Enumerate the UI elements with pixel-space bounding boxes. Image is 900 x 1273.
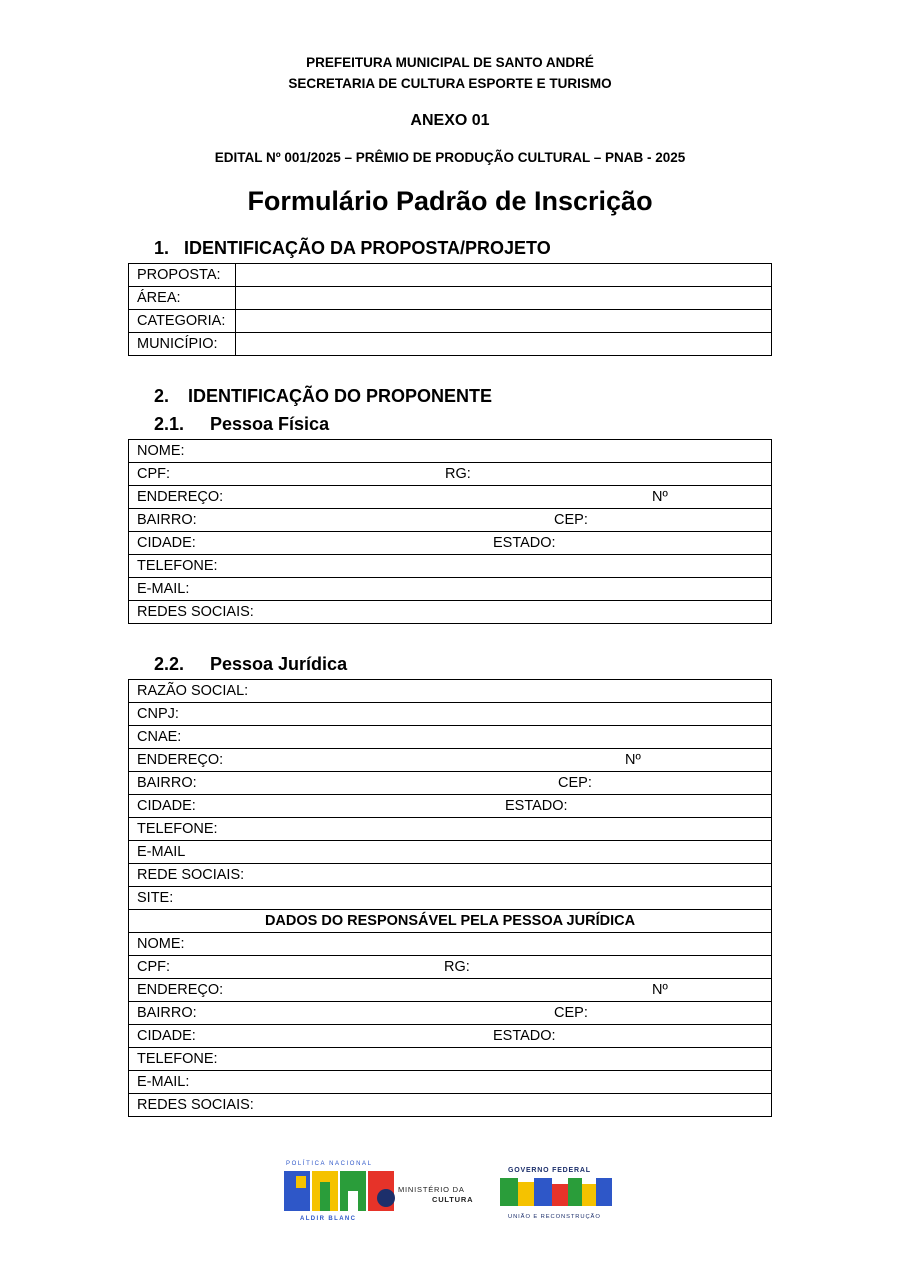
- table-row[interactable]: [129, 578, 772, 601]
- categoria-field[interactable]: [236, 310, 772, 333]
- pj-razao[interactable]: RAZÃO SOCIAL:: [129, 680, 772, 703]
- pnab-top-text: POLÍTICA NACIONAL: [286, 1161, 373, 1167]
- pj-rede[interactable]: REDE SOCIAIS:: [129, 864, 772, 887]
- section-1-heading: [154, 238, 551, 259]
- section-2-2-number: 2.2.: [154, 654, 185, 674]
- table-row[interactable]: [129, 680, 772, 703]
- pj-cnae[interactable]: CNAE:: [129, 726, 772, 749]
- pf-endereco-label: ENDEREÇO:: [137, 489, 224, 505]
- pf-cidade-cell[interactable]: [129, 532, 772, 555]
- pf-numero-label: Nº: [652, 489, 668, 505]
- section-2-1-heading: [154, 414, 329, 435]
- table-row[interactable]: [129, 509, 772, 532]
- table-row: [129, 264, 772, 287]
- section-2-title: IDENTIFICAÇÃO DO PROPONENTE: [188, 386, 493, 406]
- pf-cpf-label: CPF:: [137, 466, 171, 482]
- proposta-field[interactable]: [236, 264, 772, 287]
- table-row[interactable]: [129, 749, 772, 772]
- table-row[interactable]: [129, 772, 772, 795]
- pessoa-juridica-table: [128, 679, 772, 1117]
- pf-rg-label: RG:: [445, 466, 471, 482]
- section-2-number: 2.: [154, 386, 170, 406]
- pf-cidade-label: CIDADE:: [137, 535, 196, 551]
- pf-nome[interactable]: NOME:: [129, 440, 772, 463]
- area-field[interactable]: [236, 287, 772, 310]
- pf-email[interactable]: E-MAIL:: [129, 578, 772, 601]
- pnab-logo: [284, 1160, 395, 1222]
- pj-site[interactable]: SITE:: [129, 887, 772, 910]
- section-2-2-heading: [154, 654, 347, 675]
- section-2-1-title: Pessoa Física: [210, 414, 330, 434]
- table-row[interactable]: [129, 887, 772, 910]
- table-row[interactable]: [129, 1048, 772, 1071]
- resp-endereco-cell[interactable]: [129, 979, 772, 1002]
- pj-cep-label: CEP:: [558, 775, 592, 791]
- footer-logos: [282, 1158, 622, 1222]
- pf-endereco-cell[interactable]: [129, 486, 772, 509]
- ministerio-line1: MINISTÉRIO DA: [398, 1185, 465, 1194]
- resp-cep-label: CEP:: [554, 1005, 588, 1021]
- form-title: Formulário Padrão de Inscrição: [247, 186, 653, 216]
- annex-title: ANEXO 01: [410, 112, 490, 129]
- table-row[interactable]: [129, 864, 772, 887]
- table-row: [129, 910, 772, 933]
- section-1-title: IDENTIFICAÇÃO DA PROPOSTA/PROJETO: [184, 238, 551, 258]
- pj-cidade-label: CIDADE:: [137, 798, 196, 814]
- pj-cidade-cell[interactable]: [129, 795, 772, 818]
- table-row: [129, 333, 772, 356]
- resp-estado-label: ESTADO:: [493, 1028, 556, 1044]
- pj-estado-label: ESTADO:: [505, 798, 568, 814]
- governo-federal-logo: [500, 1167, 612, 1220]
- resp-cpf-rg-cell[interactable]: [129, 956, 772, 979]
- table-row[interactable]: [129, 555, 772, 578]
- pj-cnpj[interactable]: CNPJ:: [129, 703, 772, 726]
- resp-telefone[interactable]: TELEFONE:: [129, 1048, 772, 1071]
- table-row[interactable]: [129, 841, 772, 864]
- section-1-number: 1.: [154, 238, 170, 258]
- edital-title: EDITAL Nº 001/2025 – PRÊMIO DE PRODUÇÃO CULTURAL – PNAB - 2025: [214, 150, 686, 165]
- municipio-field[interactable]: [236, 333, 772, 356]
- resp-cidade-cell[interactable]: [129, 1025, 772, 1048]
- resp-email[interactable]: E-MAIL:: [129, 1071, 772, 1094]
- pj-telefone[interactable]: TELEFONE:: [129, 818, 772, 841]
- table-row[interactable]: [129, 440, 772, 463]
- pf-cpf-rg-cell[interactable]: [129, 463, 772, 486]
- pj-endereco-cell[interactable]: [129, 749, 772, 772]
- resp-bairro-cell[interactable]: [129, 1002, 772, 1025]
- table-row: [129, 287, 772, 310]
- section-2-1-number: 2.1.: [154, 414, 185, 434]
- pnab-bottom-text: ALDIR BLANC: [300, 1216, 357, 1222]
- section-2-2-title: Pessoa Jurídica: [210, 654, 348, 674]
- table-row[interactable]: [129, 1071, 772, 1094]
- pf-telefone[interactable]: TELEFONE:: [129, 555, 772, 578]
- resp-rg-label: RG:: [444, 959, 470, 975]
- table-row[interactable]: [129, 703, 772, 726]
- table-row[interactable]: [129, 956, 772, 979]
- table-row[interactable]: [129, 486, 772, 509]
- table-row[interactable]: [129, 726, 772, 749]
- table-row[interactable]: [129, 979, 772, 1002]
- header-prefeitura: PREFEITURA MUNICIPAL DE SANTO ANDRÉ: [306, 55, 594, 70]
- resp-cidade-label: CIDADE:: [137, 1028, 196, 1044]
- table-row[interactable]: [129, 463, 772, 486]
- ministerio-text: [398, 1185, 473, 1204]
- pj-numero-label: Nº: [625, 752, 641, 768]
- resp-bairro-label: BAIRRO:: [137, 1005, 197, 1021]
- pf-redes[interactable]: REDES SOCIAIS:: [129, 601, 772, 624]
- table-row[interactable]: [129, 1002, 772, 1025]
- proposal-table: [128, 263, 772, 356]
- responsavel-header: DADOS DO RESPONSÁVEL PELA PESSOA JURÍDICA: [129, 910, 772, 933]
- table-row[interactable]: [129, 1025, 772, 1048]
- municipio-label: MUNICÍPIO:: [129, 333, 236, 356]
- resp-nome[interactable]: NOME:: [129, 933, 772, 956]
- pj-bairro-cell[interactable]: [129, 772, 772, 795]
- area-label: ÁREA:: [129, 287, 236, 310]
- table-row[interactable]: [129, 1094, 772, 1117]
- pj-bairro-label: BAIRRO:: [137, 775, 197, 791]
- pf-bairro-cell[interactable]: [129, 509, 772, 532]
- pj-endereco-label: ENDEREÇO:: [137, 752, 224, 768]
- resp-endereco-label: ENDEREÇO:: [137, 982, 224, 998]
- table-row[interactable]: [129, 933, 772, 956]
- pj-email[interactable]: E-MAIL: [129, 841, 772, 864]
- resp-cpf-label: CPF:: [137, 959, 171, 975]
- proposta-label: PROPOSTA:: [129, 264, 236, 287]
- section-2-heading: [154, 386, 492, 407]
- gov-bottom-text: UNIÃO E RECONSTRUÇÃO: [508, 1214, 601, 1220]
- pessoa-fisica-table: [128, 439, 772, 624]
- categoria-label: CATEGORIA:: [129, 310, 236, 333]
- pf-estado-label: ESTADO:: [493, 535, 556, 551]
- pf-cep-label: CEP:: [554, 512, 588, 528]
- table-row[interactable]: [129, 532, 772, 555]
- gov-top-text: GOVERNO FEDERAL: [508, 1167, 591, 1174]
- table-row[interactable]: [129, 795, 772, 818]
- table-row[interactable]: [129, 818, 772, 841]
- header-secretaria: SECRETARIA DE CULTURA ESPORTE E TURISMO: [288, 76, 612, 91]
- pf-bairro-label: BAIRRO:: [137, 512, 197, 528]
- resp-redes[interactable]: REDES SOCIAIS:: [129, 1094, 772, 1117]
- ministerio-line2: CULTURA: [432, 1195, 474, 1204]
- table-row: [129, 310, 772, 333]
- resp-numero-label: Nº: [652, 982, 668, 998]
- table-row[interactable]: [129, 601, 772, 624]
